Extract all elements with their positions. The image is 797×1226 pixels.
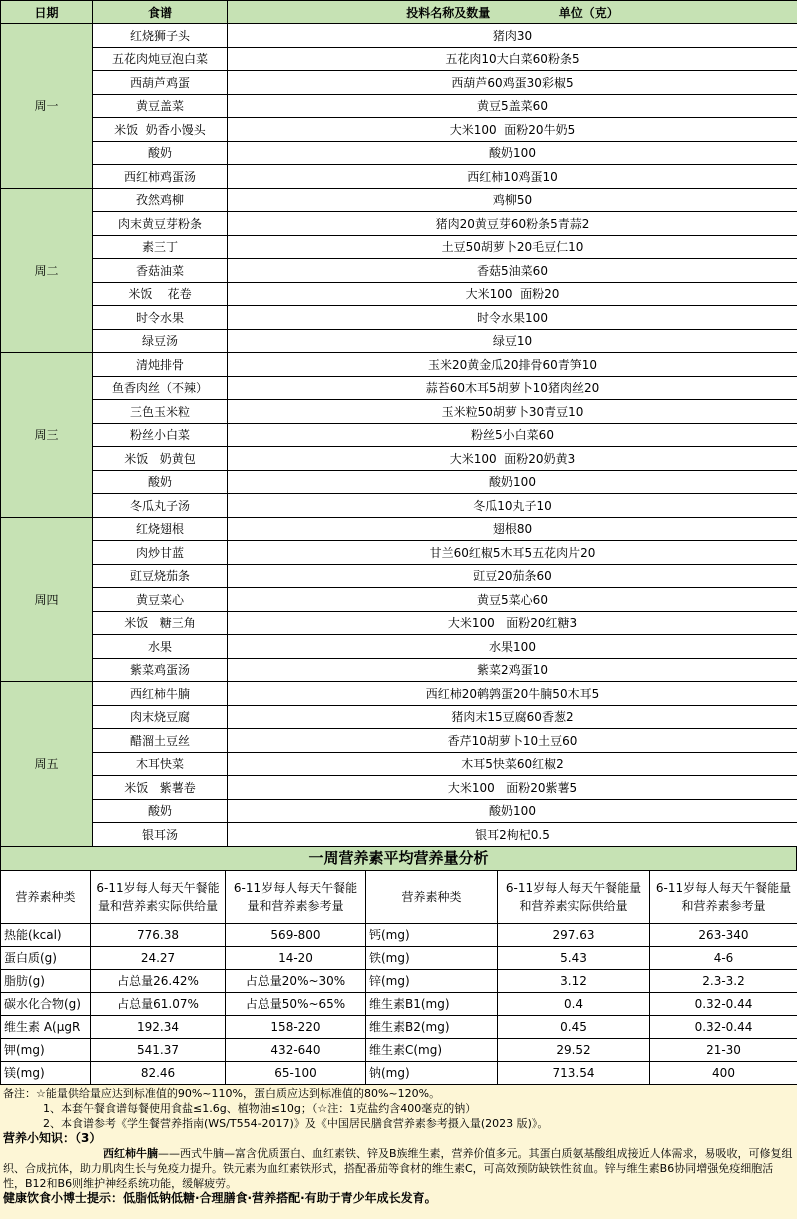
dish-cell: 米饭 奶香小馒头 bbox=[93, 118, 228, 142]
menu-row bbox=[1, 212, 797, 236]
menu-row bbox=[1, 517, 797, 541]
dish-cell: 米饭 花卷 bbox=[93, 282, 228, 306]
nut-header-ref-2: 6-11岁每人每天午餐能量和营养素参考量 bbox=[650, 870, 797, 923]
ingredients-cell: 木耳5快菜60红椒2 bbox=[228, 752, 797, 776]
nutrient-value-cell: 24.27 bbox=[91, 946, 226, 969]
nutrient-value-cell: 29.52 bbox=[498, 1038, 650, 1061]
ingredients-cell: 大米100 面粉20紫薯5 bbox=[228, 776, 797, 800]
menu-row bbox=[1, 282, 797, 306]
header-ingredients-label: 投料名称及数量 bbox=[406, 5, 491, 20]
nutrient-value-cell: 0.45 bbox=[498, 1015, 650, 1038]
dish-cell: 紫菜鸡蛋汤 bbox=[93, 658, 228, 682]
dish-cell: 银耳汤 bbox=[93, 823, 228, 847]
dish-cell: 黄豆盖菜 bbox=[93, 94, 228, 118]
day-cell: 周三 bbox=[1, 353, 93, 518]
menu-row bbox=[1, 588, 797, 612]
ingredients-cell: 玉米粒50胡萝卜30青豆10 bbox=[228, 400, 797, 424]
dish-cell: 肉炒甘蓝 bbox=[93, 541, 228, 565]
ingredients-cell: 紫菜2鸡蛋10 bbox=[228, 658, 797, 682]
dish-cell: 五花肉炖豆泡白菜 bbox=[93, 47, 228, 71]
nutrient-name-cell: 维生素B2(mg) bbox=[366, 1015, 498, 1038]
note-salt-oil: 1、本套午餐食谱每餐使用食盐≤1.6g、植物油≤10g；（☆注：1克盐约含400毫克的钠） bbox=[43, 1101, 477, 1115]
ingredients-cell: 西葫芦60鸡蛋30彩椒5 bbox=[228, 71, 797, 95]
day-cell: 周一 bbox=[1, 24, 93, 189]
menu-row bbox=[1, 423, 797, 447]
nutrient-value-cell: 3.12 bbox=[498, 969, 650, 992]
menu-row bbox=[1, 353, 797, 377]
dish-cell: 豇豆烧茄条 bbox=[93, 564, 228, 588]
nutrient-value-cell: 21-30 bbox=[650, 1038, 797, 1061]
dish-cell: 鱼香肉丝（不辣） bbox=[93, 376, 228, 400]
menu-row bbox=[1, 799, 797, 823]
nut-header-kind-2: 营养素种类 bbox=[366, 870, 498, 923]
nutrient-name-cell: 维生素C(mg) bbox=[366, 1038, 498, 1061]
menu-row bbox=[1, 118, 797, 142]
nutrition-row bbox=[1, 1061, 797, 1084]
ingredients-cell: 酸奶100 bbox=[228, 141, 797, 165]
menu-row bbox=[1, 71, 797, 95]
dish-cell: 酸奶 bbox=[93, 141, 228, 165]
dish-cell: 西红柿牛腩 bbox=[93, 682, 228, 706]
dish-cell: 红烧翅根 bbox=[93, 517, 228, 541]
menu-row bbox=[1, 447, 797, 471]
menu-row bbox=[1, 729, 797, 753]
nutrient-value-cell: 65-100 bbox=[226, 1061, 366, 1084]
nutrient-name-cell: 蛋白质(g) bbox=[1, 946, 91, 969]
menu-row bbox=[1, 141, 797, 165]
menu-row bbox=[1, 541, 797, 565]
ingredients-cell: 水果100 bbox=[228, 635, 797, 659]
nutrient-value-cell: 0.32-0.44 bbox=[650, 992, 797, 1015]
nutrient-name-cell: 锌(mg) bbox=[366, 969, 498, 992]
menu-row bbox=[1, 47, 797, 71]
nutrition-row bbox=[1, 923, 797, 946]
nutrition-row bbox=[1, 969, 797, 992]
nutrient-value-cell: 2.3-3.2 bbox=[650, 969, 797, 992]
menu-row bbox=[1, 329, 797, 353]
nutrient-value-cell: 713.54 bbox=[498, 1061, 650, 1084]
dish-cell: 米饭 奶黄包 bbox=[93, 447, 228, 471]
menu-row bbox=[1, 776, 797, 800]
nutrient-name-cell: 钠(mg) bbox=[366, 1061, 498, 1084]
dish-cell: 黄豆菜心 bbox=[93, 588, 228, 612]
menu-row bbox=[1, 494, 797, 518]
nutrient-value-cell: 0.4 bbox=[498, 992, 650, 1015]
note-reference: 2、本食谱参考《学生餐营养指南(WS/T554-2017)》及《中国居民膳食营养素参考摄入量(2023 版)》。 bbox=[43, 1116, 549, 1130]
nutrient-value-cell: 400 bbox=[650, 1061, 797, 1084]
nutrient-value-cell: 297.63 bbox=[498, 923, 650, 946]
menu-body bbox=[1, 24, 797, 847]
nutrient-name-cell: 镁(mg) bbox=[1, 1061, 91, 1084]
menu-row bbox=[1, 400, 797, 424]
nutrient-value-cell: 541.37 bbox=[91, 1038, 226, 1061]
menu-row bbox=[1, 611, 797, 635]
dish-cell: 米饭 糖三角 bbox=[93, 611, 228, 635]
ingredients-cell: 翅根80 bbox=[228, 517, 797, 541]
health-tips: 健康饮食小博士提示：低脂低钠低糖·合理膳食·营养搭配·有助于青少年成长发育。 bbox=[3, 1190, 437, 1205]
dish-cell: 粉丝小白菜 bbox=[93, 423, 228, 447]
menu-row bbox=[1, 682, 797, 706]
nutrition-row bbox=[1, 1038, 797, 1061]
ingredients-cell: 银耳2枸杞0.5 bbox=[228, 823, 797, 847]
nutrient-value-cell: 占总量26.42% bbox=[91, 969, 226, 992]
ingredients-cell: 甘兰60红椒5木耳5五花肉片20 bbox=[228, 541, 797, 565]
menu-row bbox=[1, 470, 797, 494]
dish-cell: 肉末黄豆芽粉条 bbox=[93, 212, 228, 236]
nutrient-value-cell: 5.43 bbox=[498, 946, 650, 969]
header-ingredients bbox=[228, 1, 797, 24]
ingredients-cell: 五花肉10大白菜60粉条5 bbox=[228, 47, 797, 71]
dish-cell: 香菇油菜 bbox=[93, 259, 228, 283]
ingredients-cell: 鸡柳50 bbox=[228, 188, 797, 212]
ingredients-cell: 大米100 面粉20红糖3 bbox=[228, 611, 797, 635]
ingredients-cell: 绿豆10 bbox=[228, 329, 797, 353]
menu-row bbox=[1, 658, 797, 682]
nutrient-value-cell: 0.32-0.44 bbox=[650, 1015, 797, 1038]
nutrient-value-cell: 14-20 bbox=[226, 946, 366, 969]
ingredients-cell: 西红柿10鸡蛋10 bbox=[228, 165, 797, 189]
header-dish: 食谱 bbox=[93, 1, 228, 24]
dish-cell: 醋溜土豆丝 bbox=[93, 729, 228, 753]
menu-row bbox=[1, 752, 797, 776]
nutrition-body bbox=[1, 923, 797, 1084]
nutrition-row bbox=[1, 946, 797, 969]
nutrient-name-cell: 热能(kcal) bbox=[1, 923, 91, 946]
ingredients-cell: 猪肉30 bbox=[228, 24, 797, 48]
nutrient-value-cell: 4-6 bbox=[650, 946, 797, 969]
knowledge-title: 西红柿牛腩 bbox=[103, 1146, 158, 1160]
nutrient-name-cell: 钙(mg) bbox=[366, 923, 498, 946]
menu-row bbox=[1, 24, 797, 48]
nut-header-actual-2: 6-11岁每人每天午餐能量和营养素实际供给量 bbox=[498, 870, 650, 923]
day-cell: 周五 bbox=[1, 682, 93, 847]
ingredients-cell: 酸奶100 bbox=[228, 799, 797, 823]
nut-header-actual-1: 6-11岁每人每天午餐能量和营养素实际供给量 bbox=[91, 870, 226, 923]
dish-cell: 肉末烧豆腐 bbox=[93, 705, 228, 729]
dish-cell: 清炖排骨 bbox=[93, 353, 228, 377]
dish-cell: 酸奶 bbox=[93, 470, 228, 494]
dish-cell: 米饭 紫薯卷 bbox=[93, 776, 228, 800]
dish-cell: 红烧狮子头 bbox=[93, 24, 228, 48]
nutrient-name-cell: 铁(mg) bbox=[366, 946, 498, 969]
header-unit-label: 单位（克） bbox=[558, 5, 619, 20]
nutrient-name-cell: 钾(mg) bbox=[1, 1038, 91, 1061]
dish-cell: 木耳快菜 bbox=[93, 752, 228, 776]
dish-cell: 三色玉米粒 bbox=[93, 400, 228, 424]
ingredients-cell: 猪肉末15豆腐60香葱2 bbox=[228, 705, 797, 729]
header-date: 日期 bbox=[1, 1, 93, 24]
ingredients-cell: 豇豆20茄条60 bbox=[228, 564, 797, 588]
nutrition-title: 一周营养素平均营养量分析 bbox=[0, 847, 797, 870]
nutrient-value-cell: 158-220 bbox=[226, 1015, 366, 1038]
nutrient-value-cell: 776.38 bbox=[91, 923, 226, 946]
nutrition-header-row bbox=[1, 870, 797, 923]
ingredients-cell: 猪肉20黄豆芽60粉条5青蒜2 bbox=[228, 212, 797, 236]
menu-row bbox=[1, 306, 797, 330]
ingredients-cell: 黄豆5盖菜60 bbox=[228, 94, 797, 118]
dish-cell: 素三丁 bbox=[93, 235, 228, 259]
dish-cell: 孜然鸡柳 bbox=[93, 188, 228, 212]
remark-text: 备注：☆能量供给量应达到标准值的90%~110%，蛋白质应达到标准值的80%~120%。 bbox=[3, 1086, 441, 1100]
dish-cell: 冬瓜丸子汤 bbox=[93, 494, 228, 518]
nutrient-value-cell: 432-640 bbox=[226, 1038, 366, 1061]
ingredients-cell: 时令水果100 bbox=[228, 306, 797, 330]
nut-header-kind-1: 营养素种类 bbox=[1, 870, 91, 923]
nutrient-name-cell: 维生素B1(mg) bbox=[366, 992, 498, 1015]
menu-row bbox=[1, 165, 797, 189]
nutrition-table bbox=[0, 870, 797, 1085]
menu-row bbox=[1, 823, 797, 847]
menu-row bbox=[1, 94, 797, 118]
dish-cell: 时令水果 bbox=[93, 306, 228, 330]
nutrient-name-cell: 碳水化合物(g) bbox=[1, 992, 91, 1015]
menu-row bbox=[1, 635, 797, 659]
ingredients-cell: 香菇5油菜60 bbox=[228, 259, 797, 283]
nutrient-name-cell: 维生素 A(μgR bbox=[1, 1015, 91, 1038]
dish-cell: 绿豆汤 bbox=[93, 329, 228, 353]
nutrition-row bbox=[1, 992, 797, 1015]
nutrient-value-cell: 569-800 bbox=[226, 923, 366, 946]
nutrient-value-cell: 占总量20%~30% bbox=[226, 969, 366, 992]
ingredients-cell: 玉米20黄金瓜20排骨60青笋10 bbox=[228, 353, 797, 377]
nutrient-value-cell: 占总量50%~65% bbox=[226, 992, 366, 1015]
nutrient-value-cell: 占总量61.07% bbox=[91, 992, 226, 1015]
ingredients-cell: 酸奶100 bbox=[228, 470, 797, 494]
ingredients-cell: 香芹10胡萝卜10土豆60 bbox=[228, 729, 797, 753]
ingredients-cell: 土豆50胡萝卜20毛豆仁10 bbox=[228, 235, 797, 259]
ingredients-cell: 西红柿20鹌鹑蛋20牛腩50木耳5 bbox=[228, 682, 797, 706]
dish-cell: 水果 bbox=[93, 635, 228, 659]
dish-cell: 西红柿鸡蛋汤 bbox=[93, 165, 228, 189]
menu-row bbox=[1, 235, 797, 259]
menu-row bbox=[1, 705, 797, 729]
menu-row bbox=[1, 376, 797, 400]
knowledge-paragraph bbox=[3, 1146, 794, 1191]
day-cell: 周二 bbox=[1, 188, 93, 353]
nutrient-value-cell: 263-340 bbox=[650, 923, 797, 946]
ingredients-cell: 冬瓜10丸子10 bbox=[228, 494, 797, 518]
ingredients-cell: 大米100 面粉20 bbox=[228, 282, 797, 306]
ingredients-cell: 大米100 面粉20奶黄3 bbox=[228, 447, 797, 471]
nutrient-value-cell: 82.46 bbox=[91, 1061, 226, 1084]
ingredients-cell: 粉丝5小白菜60 bbox=[228, 423, 797, 447]
notes-section bbox=[0, 1085, 797, 1219]
knowledge-body: ——西式牛腩—富含优质蛋白、血红素铁、锌及B族维生素，营养价值多元。其蛋白质氨基酸组成接近人体需求，易吸收，可修复组织、合成抗体，助力肌肉生长与免疫力提升。铁元素为血红素铁形式，搭配番茄等食材的维生素C，可高效预防缺铁性贫血。锌与维生素B6协同增强免疫细胞活性，B12和B6则维护神经系统功能，缓解疲劳。 bbox=[3, 1146, 793, 1190]
menu-row bbox=[1, 188, 797, 212]
menu-header-row bbox=[1, 1, 797, 24]
ingredients-cell: 黄豆5菜心60 bbox=[228, 588, 797, 612]
dish-cell: 酸奶 bbox=[93, 799, 228, 823]
nutrient-name-cell: 脂肪(g) bbox=[1, 969, 91, 992]
ingredients-cell: 大米100 面粉20牛奶5 bbox=[228, 118, 797, 142]
nut-header-ref-1: 6-11岁每人每天午餐能量和营养素参考量 bbox=[226, 870, 366, 923]
ingredients-cell: 蒜苔60木耳5胡萝卜10猪肉丝20 bbox=[228, 376, 797, 400]
menu-row bbox=[1, 564, 797, 588]
knowledge-heading: 营养小知识：（3） bbox=[3, 1130, 102, 1145]
day-cell: 周四 bbox=[1, 517, 93, 682]
nutrition-row bbox=[1, 1015, 797, 1038]
dish-cell: 西葫芦鸡蛋 bbox=[93, 71, 228, 95]
nutrient-value-cell: 192.34 bbox=[91, 1015, 226, 1038]
menu-row bbox=[1, 259, 797, 283]
